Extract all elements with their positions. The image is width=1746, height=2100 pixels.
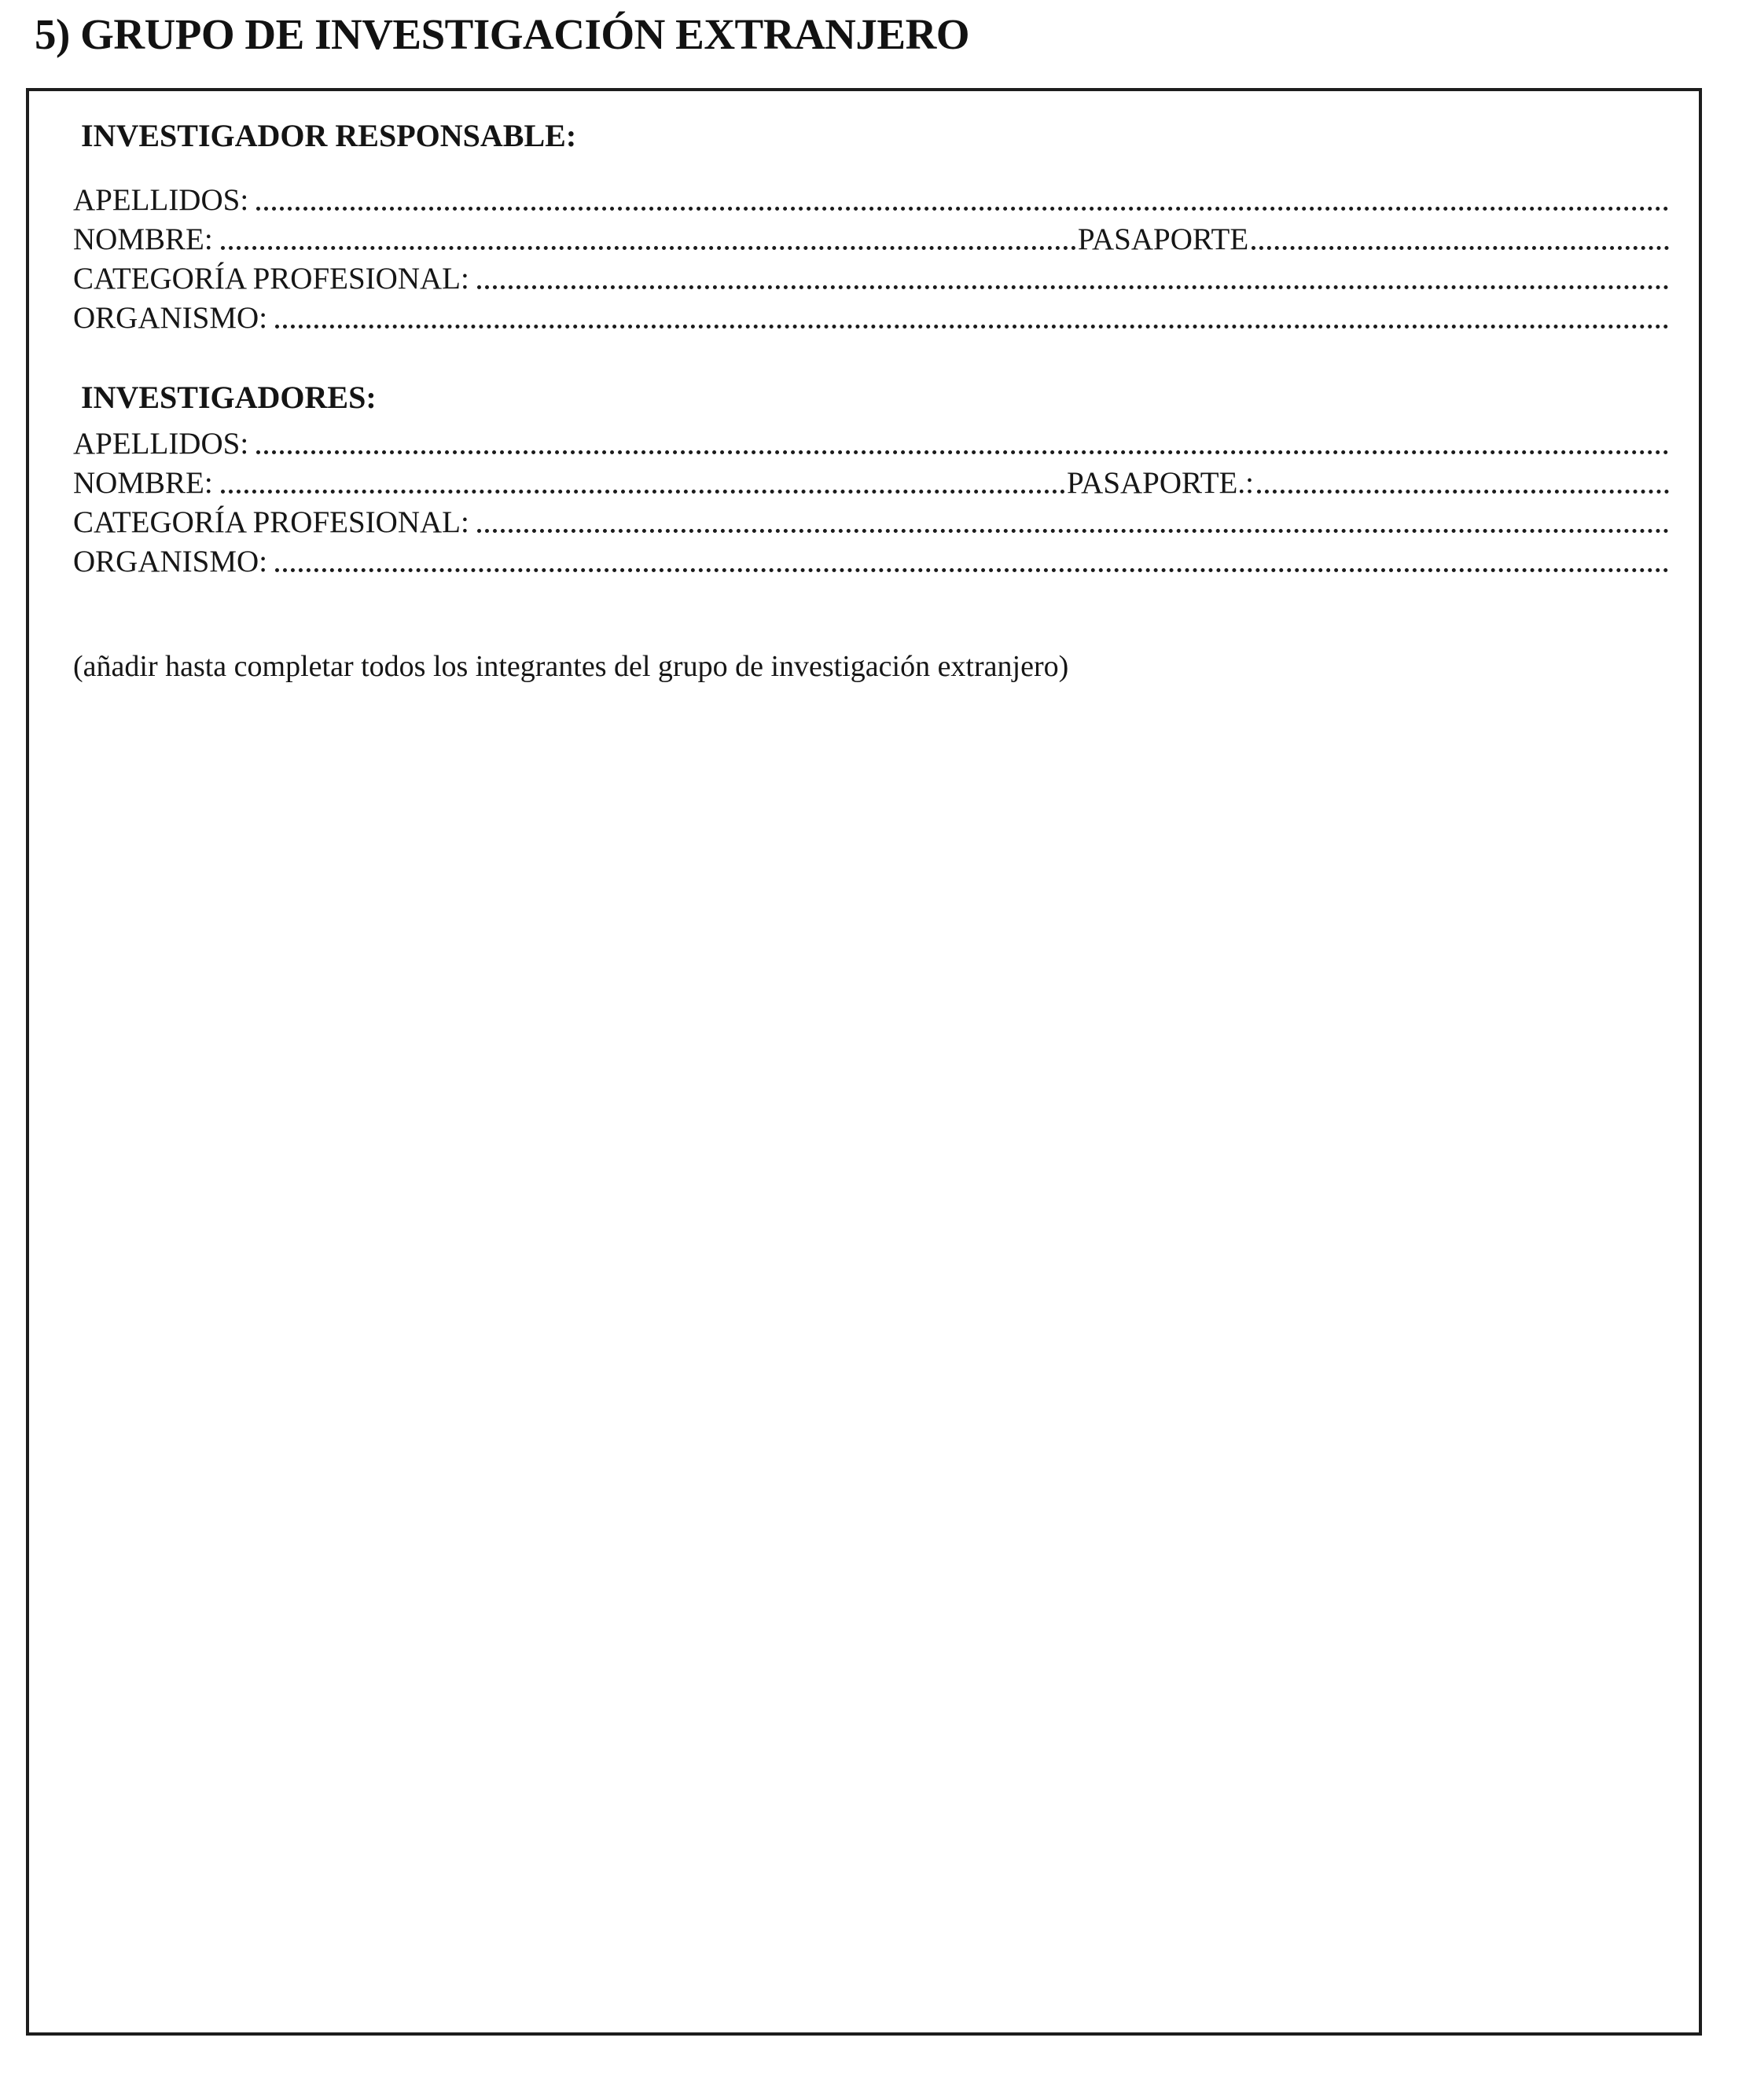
form-box <box>26 88 1702 2036</box>
field-row-apellidos-2 <box>73 427 1671 461</box>
dotted-fill-nombre-2 <box>221 490 1065 494</box>
dotted-fill-categoria-1 <box>477 285 1669 289</box>
field-label-organismo-2: ORGANISMO: <box>73 545 268 578</box>
dotted-fill-apellidos-1 <box>256 207 1669 211</box>
dotted-fill-categoria-2 <box>477 529 1669 533</box>
dotted-fill-pasaporte-1 <box>1252 246 1669 250</box>
dotted-fill-nombre-1 <box>221 246 1076 250</box>
field-row-organismo-2 <box>73 545 1671 579</box>
page-title: 5) GRUPO DE INVESTIGACIÓN EXTRANJERO <box>35 10 970 58</box>
field-label-pasaporte-2: PASAPORTE.: <box>1067 466 1254 500</box>
field-label-categoria-2: CATEGORÍA PROFESIONAL: <box>73 505 469 539</box>
field-row-nombre-1 <box>73 222 1671 257</box>
field-label-nombre-2: NOMBRE: <box>73 466 213 500</box>
field-row-categoria-1 <box>73 262 1671 296</box>
field-label-nombre-1: NOMBRE: <box>73 222 213 256</box>
dotted-fill-organismo-1 <box>275 325 1669 329</box>
field-label-apellidos-1: APELLIDOS: <box>73 183 249 217</box>
field-row-nombre-2 <box>73 466 1671 501</box>
field-row-categoria-2 <box>73 505 1671 540</box>
section-heading-investigadores: INVESTIGADORES: <box>81 380 377 415</box>
field-label-pasaporte-1: PASAPORTE <box>1077 222 1249 256</box>
field-row-organismo-1 <box>73 301 1671 336</box>
field-label-organismo-1: ORGANISMO: <box>73 301 268 335</box>
dotted-fill-pasaporte-2 <box>1257 490 1669 494</box>
field-label-apellidos-2: APELLIDOS: <box>73 427 249 461</box>
field-row-apellidos-1 <box>73 183 1671 218</box>
form-note: (añadir hasta completar todos los integrantes del grupo de investigación extranjero) <box>73 650 1069 683</box>
dotted-fill-apellidos-2 <box>256 450 1669 454</box>
section-heading-investigador-responsable: INVESTIGADOR RESPONSABLE: <box>81 118 577 153</box>
dotted-fill-organismo-2 <box>275 568 1669 572</box>
field-label-categoria-1: CATEGORÍA PROFESIONAL: <box>73 262 469 296</box>
